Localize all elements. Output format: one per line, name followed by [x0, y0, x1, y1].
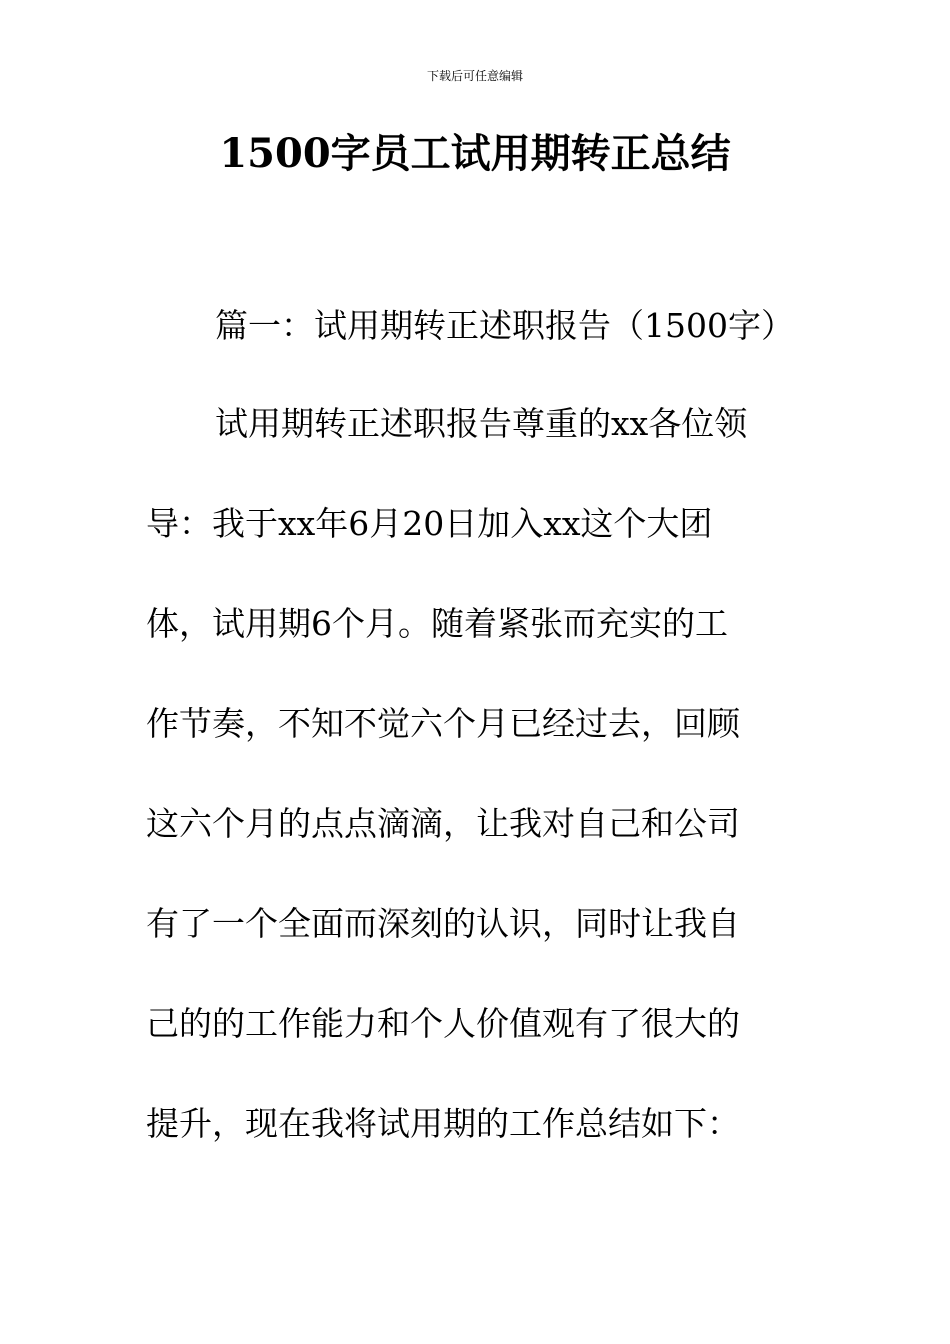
paragraph-line: 试用期转正述职报告尊重的xx各位领	[215, 404, 748, 443]
document-title: 1500字员工试用期转正总结	[219, 130, 731, 177]
paragraph-line: 这六个月的点点滴滴，让我对自己和公司	[146, 804, 740, 843]
section-heading: 篇一：试用期转正述职报告（1500字）	[215, 306, 794, 345]
header-note: 下载后可任意编辑	[426, 69, 523, 83]
paragraph-line: 有了一个全面而深刻的认识，同时让我自	[146, 904, 740, 943]
paragraph-line: 提升，现在我将试用期的工作总结如下：	[146, 1104, 740, 1143]
paragraph-line: 作节奏，不知不觉六个月已经过去，回顾	[146, 704, 740, 743]
paragraph-line: 己的的工作能力和个人价值观有了很大的	[146, 1004, 740, 1043]
paragraph-line: 体，试用期6个月。随着紧张而充实的工	[146, 604, 728, 643]
paragraph-line: 导：我于xx年6月20日加入xx这个大团	[146, 504, 713, 543]
